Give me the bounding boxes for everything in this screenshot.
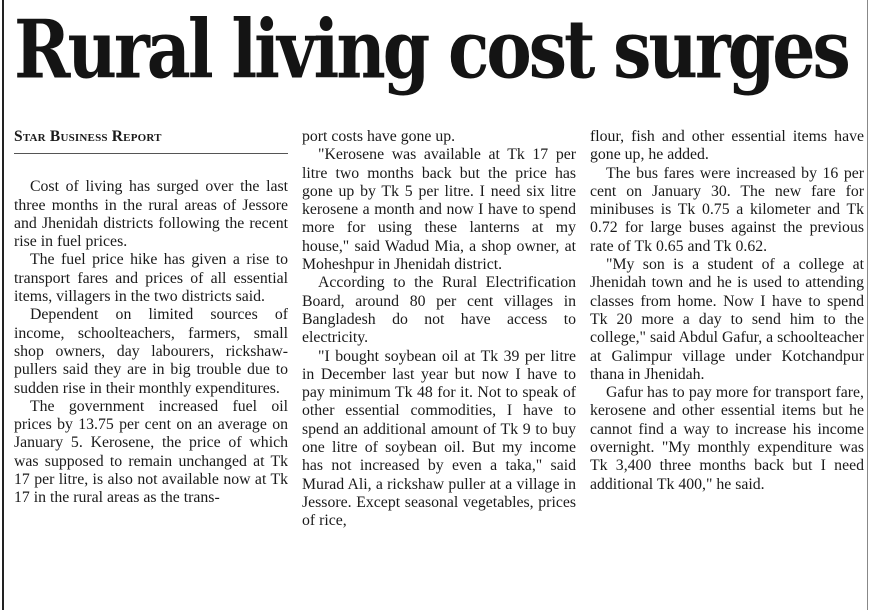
paragraph: port costs have gone up. (302, 128, 456, 145)
byline-rule (14, 153, 288, 154)
paragraph: "I bought soybean oil at Tk 39 per litre in December last year but now I have to pay minimum Tk 48 for it. Not to speak of other essential commodities, I have to spend an additional amount of Tk 9 to buy one litre of soybean oil. But my income has not increased by even a taka," said Murad Ali, a rickshaw puller at a village in Jessore. Except seasonal vegetables, prices of rice, (302, 347, 576, 530)
column-1 (14, 128, 288, 604)
paragraph: "My son is a student of a college at Jhenidah town and he is used to attending classes from home. Now I have to spend Tk 20 more a day to send him to the college," said Abdul Gafur, a schoolteacher at Galimpur village under Kotchandpur thana in Jhenidah. (590, 256, 864, 383)
left-border-rule (2, 0, 4, 610)
article-body (14, 128, 864, 604)
paragraph: The fuel price hike has given a rise to transport fares and prices of all essential items, villagers in the two districts said. (14, 251, 288, 306)
paragraph: Dependent on limited sources of income, schoolteachers, farmers, small shop owners, day labourers, rickshaw-pullers said they are in big trouble due to sudden rise in their monthly expenditures. (14, 306, 288, 397)
paragraph: Cost of living has surged over the last three months in the rural areas of Jessore and Jhenidah districts following the recent rise in fuel prices. (14, 178, 288, 251)
paragraph: According to the Rural Electrification Board, around 80 per cent villages in Bangladesh do not have access to electricity. (302, 274, 576, 347)
column-3 (590, 128, 864, 604)
byline: Star Business Report (14, 128, 162, 145)
paragraph: flour, fish and other essential items have gone up, he added. (590, 128, 864, 164)
paragraph: Gafur has to pay more for transport fare, kerosene and other essential items but he cannot find a way to increase his income overnight. "My monthly expenditure was Tk 3,400 three months back but I need additional Tk 400," he said. (590, 384, 864, 493)
paragraph: The bus fares were increased by 16 per cent on January 30. The new fare for minibuses is Tk 0.75 a kilometer and Tk 0.72 for large buses against the previous rate of Tk 0.65 and Tk 0.62. (590, 164, 864, 255)
column-2 (302, 128, 576, 604)
paragraph: The government increased fuel oil prices by 13.75 per cent on an average on January 5. Kerosene, the price of which was supposed to remain unchanged at Tk 17 per litre, is also not available now at Tk 17 in the rural areas as the trans- (14, 397, 288, 507)
headline: Rural living cost surges (14, 2, 848, 98)
paragraph: "Kerosene was available at Tk 17 per litre two months back but the price has gone up by Tk 5 per litre. I need six litre kerosene a month and now I have to spend more for using these lanterns at my house," said Wadud Mia, a shop owner, at Moheshpur in Jhenidah district. (302, 146, 576, 274)
right-border-rule (867, 0, 868, 610)
